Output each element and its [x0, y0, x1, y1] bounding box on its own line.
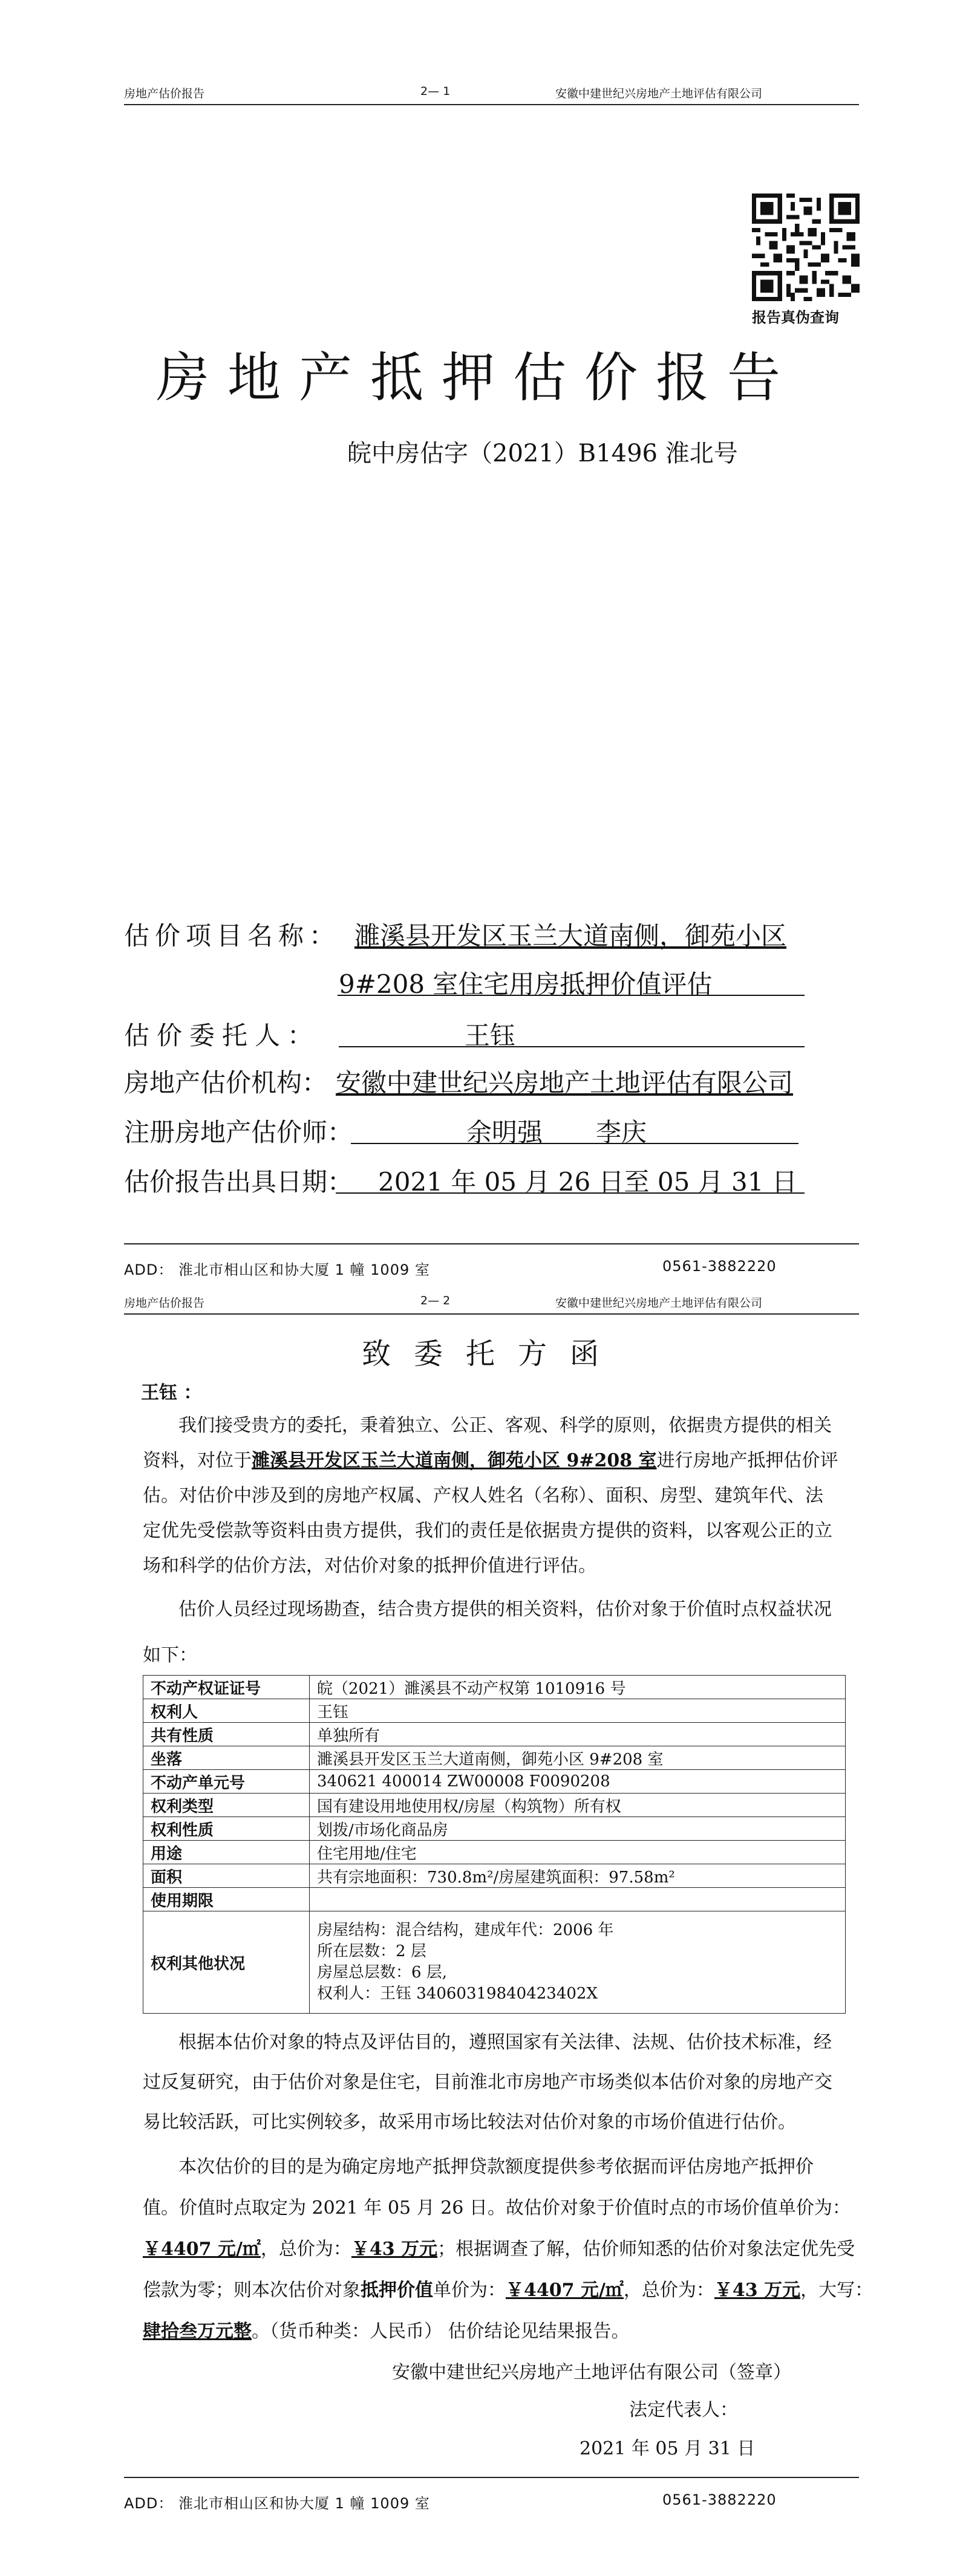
para4-line1: 本次估价的目的是为确定房地产抵押贷款额度提供参考依据而评估房地产抵押价 [178, 2156, 814, 2178]
page2-footer-address: ADD： 淮北市相山区和协大厦 1 幢 1009 室 [124, 2495, 430, 2512]
page1-header-left: 房地产估价报告 [124, 87, 205, 100]
page1-footer-address: ADD： 淮北市相山区和协大厦 1 幢 1009 室 [124, 1261, 430, 1278]
table-key: 使用期限 [143, 1888, 310, 1911]
para4-line3 [143, 2234, 855, 2260]
table-row [143, 1864, 846, 1888]
client-value: 王钰 [465, 1021, 516, 1050]
para4-text: 单价为： [433, 2280, 506, 2301]
mortgage-total-price: ￥43 万元 [714, 2280, 801, 2301]
table-key: 坐落 [143, 1746, 310, 1770]
table-value: 住宅用地/住宅 [310, 1841, 846, 1864]
table-key: 用途 [143, 1841, 310, 1864]
para4-text: ；根据调查了解，估价师知悉的估价对象法定优先受 [437, 2239, 855, 2260]
table-value: 340621 400014 ZW00008 F0090208 [310, 1770, 846, 1794]
table-key: 权利人 [143, 1699, 310, 1723]
page1-header-right: 安徽中建世纪兴房地产土地评估有限公司 [555, 87, 763, 100]
table-row [143, 1888, 846, 1911]
table-key: 共有性质 [143, 1723, 310, 1746]
appraiser-label: 注册房地产估价师： [124, 1117, 353, 1147]
table-row [143, 1699, 846, 1723]
para3-line2: 过反复研究，由于估价对象是住宅，目前淮北市房地产市场类似本估价对象的房地产交 [143, 2072, 832, 2093]
total-in-words: 肆拾叁万元整 [143, 2321, 252, 2342]
table-value: 单独所有 [310, 1723, 846, 1746]
table-row-other [143, 1911, 846, 2014]
table-key: 权利类型 [143, 1794, 310, 1817]
signature-company: 安徽中建世纪兴房地产土地评估有限公司（签章） [392, 2362, 791, 2383]
table-value: 濉溪县开发区玉兰大道南侧，御苑小区 9#208 室 [310, 1746, 846, 1770]
para1-line5: 场和科学的估价方法，对估价对象的抵押价值进行评估。 [143, 1555, 596, 1576]
table-row [143, 1676, 846, 1699]
client-label: 估价委托人： [124, 1021, 321, 1050]
qr-code-icon[interactable] [752, 194, 860, 301]
property-rights-table [143, 1675, 846, 2014]
table-key: 不动产权证证号 [143, 1676, 310, 1699]
document-number: 皖中房估字（2021）B1496 淮北号 [347, 440, 738, 467]
para4-text: 偿款为零；则本次估价对象 [143, 2280, 361, 2301]
project-name-value-line1: 濉溪县开发区玉兰大道南侧，御苑小区 [354, 921, 787, 951]
para4-text: ，总价为： [623, 2280, 714, 2301]
project-name-label: 估价项目名称： [124, 921, 341, 951]
table-value: 划拨/市场化商品房 [310, 1817, 846, 1841]
page2-header-rule [124, 1313, 859, 1315]
date-label: 估价报告出具日期： [124, 1167, 353, 1197]
signature-representative: 法定代表人： [629, 2399, 738, 2421]
other-line: 所在层数：2 层 [317, 1942, 426, 1960]
table-key: 权利其他状况 [143, 1911, 310, 2014]
para3-line3: 易比较活跃，可比实例较多，故采用市场比较法对估价对象的市场价值进行估价。 [143, 2112, 796, 2133]
para4-text: ，总价为： [260, 2239, 351, 2260]
date-underline [336, 1192, 805, 1194]
agency-value: 安徽中建世纪兴房地产土地评估有限公司 [336, 1068, 794, 1098]
page2-header-left: 房地产估价报告 [124, 1296, 205, 1310]
para1-line2-a: 资料，对位于 [143, 1450, 252, 1471]
page2-footer-phone: 0561-3882220 [662, 2491, 777, 2508]
page2-header-right: 安徽中建世纪兴房地产土地评估有限公司 [555, 1296, 763, 1310]
page2-header-page-number: 2— 2 [420, 1294, 451, 1307]
letter-title: 致委托方函 [362, 1337, 622, 1371]
para4-line2: 值。价值时点取定为 2021 年 05 月 26 日。故估价对象于价值时点的市场价值单价为： [143, 2197, 851, 2219]
total-price: ￥43 万元 [351, 2239, 438, 2260]
salutation: 王钰 ： [141, 1382, 202, 1403]
table-row [143, 1817, 846, 1841]
project-name-underline [338, 995, 805, 996]
table-value [310, 1888, 846, 1911]
table-key: 不动产单元号 [143, 1770, 310, 1794]
table-value: 共有宗地面积：730.8m²/房屋建筑面积：97.58m² [310, 1864, 846, 1888]
appraiser-underline [351, 1143, 798, 1144]
mortgage-unit-price: ￥4407 元/㎡ [506, 2280, 624, 2301]
subject-address: 濉溪县开发区玉兰大道南侧，御苑小区 9#208 室 [252, 1450, 657, 1471]
page1-footer-phone: 0561-3882220 [662, 1258, 777, 1275]
para1-line1: 我们接受贵方的委托，秉着独立、公正、客观、科学的原则，依据贵方提供的相关 [178, 1415, 832, 1436]
signature-date: 2021 年 05 月 31 日 [580, 2438, 756, 2459]
appraiser-value-1: 余明强 [466, 1117, 543, 1147]
para4-line5 [143, 2316, 630, 2343]
agency-label: 房地产估价机构： [124, 1068, 328, 1098]
unit-price: ￥4407 元/㎡ [143, 2239, 261, 2260]
page1-header-page-number: 2— 1 [420, 85, 451, 98]
table-row [143, 1746, 846, 1770]
other-line: 房屋总层数：6 层, [317, 1963, 448, 1982]
page1-header-rule [124, 104, 859, 105]
table-value: 国有建设用地使用权/房屋（构筑物）所有权 [310, 1794, 846, 1817]
table-row [143, 1770, 846, 1794]
table-key: 权利性质 [143, 1817, 310, 1841]
para4-text: ，大写： [800, 2280, 873, 2301]
para1-line4: 定优先受偿款等资料由贵方提供，我们的责任是依据贵方提供的资料，以客观公正的立 [143, 1520, 832, 1541]
qr-caption: 报告真伪查询 [752, 308, 839, 326]
appraiser-value-2: 李庆 [596, 1117, 647, 1147]
project-name-value-line2: 9#208 室住宅用房抵押价值评估 [339, 969, 713, 999]
para2-line2: 如下： [143, 1645, 197, 1666]
table-key: 面积 [143, 1864, 310, 1888]
other-line: 权利人：王钰 34060319840423402X [317, 1985, 598, 2003]
page1-footer-rule [124, 1243, 859, 1244]
table-row [143, 1723, 846, 1746]
para4-line4 [143, 2275, 873, 2301]
other-line: 房屋结构：混合结构，建成年代：2006 年 [317, 1921, 614, 1939]
para2-line1: 估价人员经过现场勘查，结合贵方提供的相关资料，估价对象于价值时点权益状况 [178, 1599, 832, 1620]
table-value: 皖（2021）濉溪县不动产权第 1010916 号 [310, 1676, 846, 1699]
date-value: 2021 年 05 月 26 日至 05 月 31 日 [378, 1167, 797, 1197]
page2-footer-rule [124, 2477, 859, 2478]
para1-line2 [143, 1445, 838, 1472]
para1-line3: 估。对估价中涉及到的房地产权属、产权人姓名（名称）、面积、房型、建筑年代、法 [143, 1485, 823, 1506]
para3-line1: 根据本估价对象的特点及评估目的，遵照国家有关法律、法规、估价技术标准，经 [178, 2032, 832, 2053]
report-title: 房地产抵押估价报告 [156, 346, 799, 409]
table-value-other [310, 1911, 846, 2014]
mortgage-value-term: 抵押价值 [361, 2280, 433, 2301]
para1-line2-c: 进行房地产抵押估价评 [656, 1450, 838, 1471]
para4-text: 。（货币种类：人民币） 估价结论见结果报告。 [252, 2321, 630, 2342]
table-value: 王钰 [310, 1699, 846, 1723]
table-row [143, 1841, 846, 1864]
client-underline [339, 1046, 805, 1047]
table-row [143, 1794, 846, 1817]
